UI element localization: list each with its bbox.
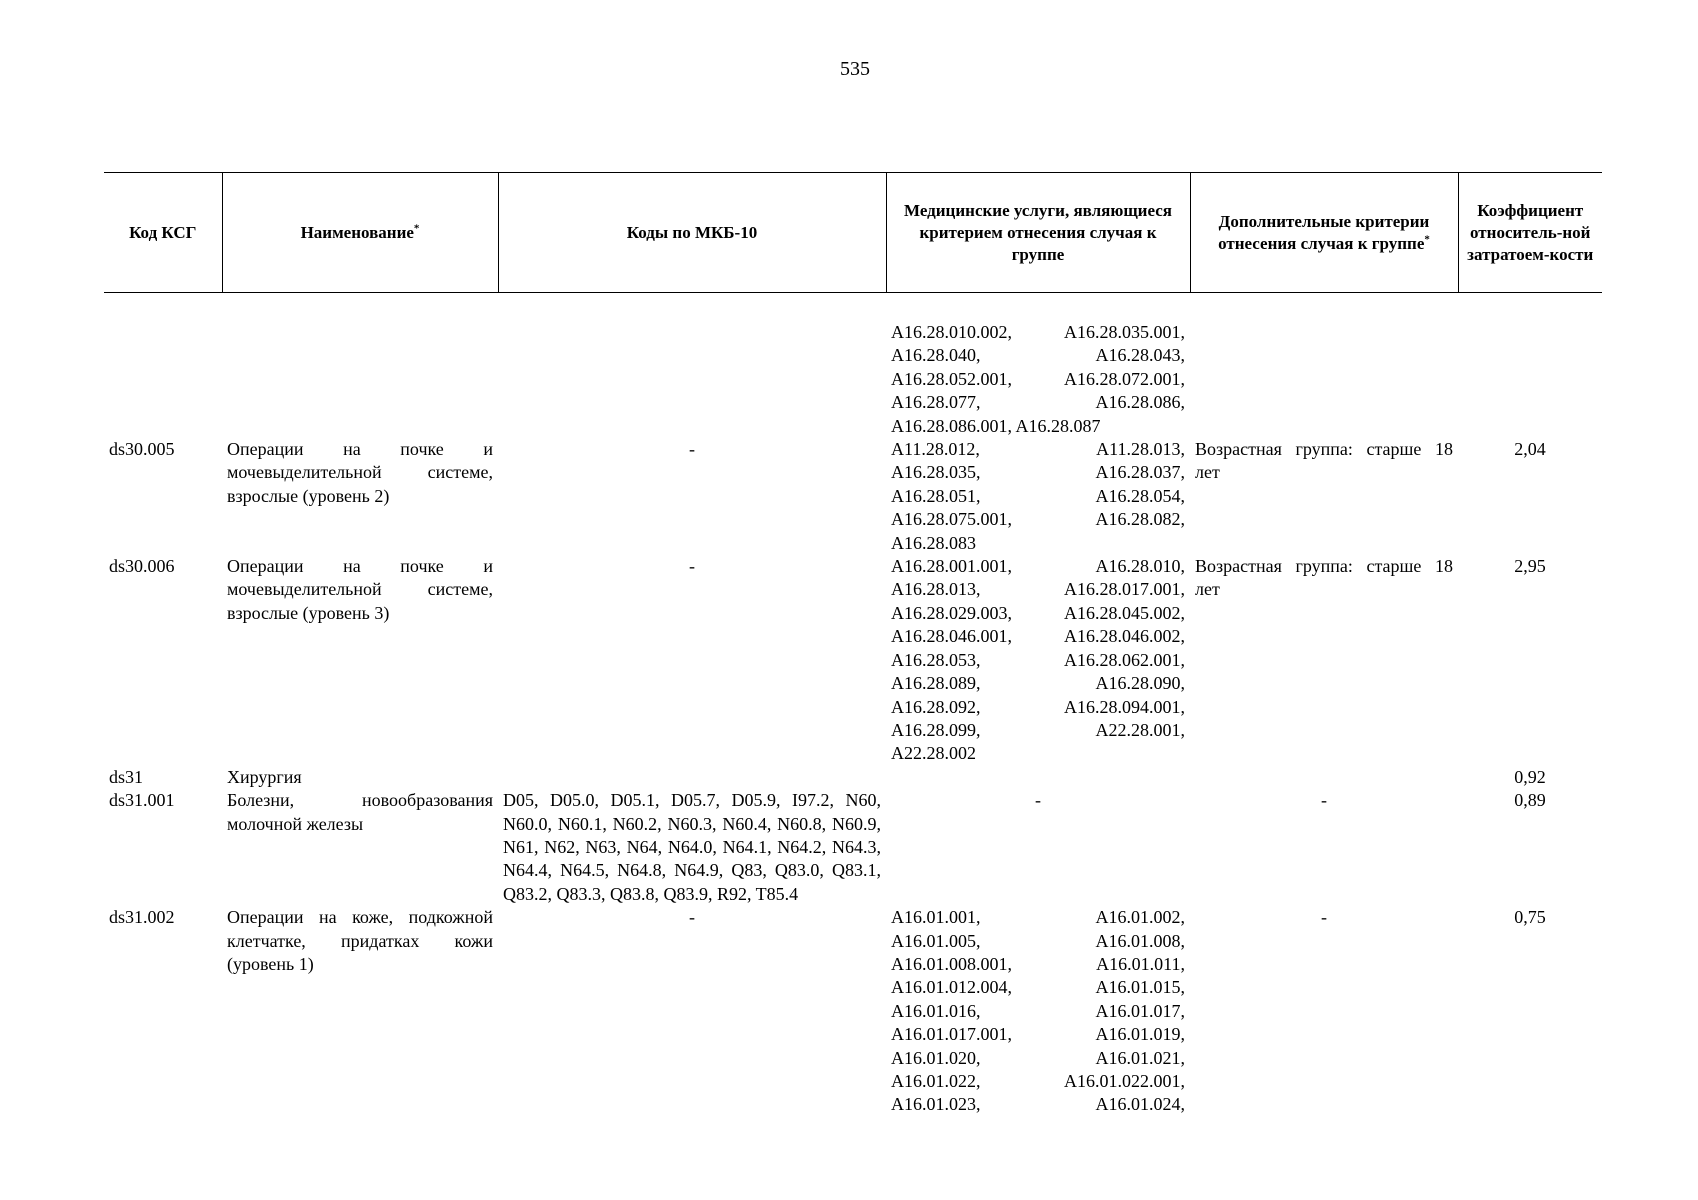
table-row	[104, 555, 1602, 766]
row-code: ds31	[109, 766, 144, 787]
row-coefficient: 0,89	[1514, 790, 1546, 811]
row-coefficient: 0,92	[1514, 766, 1546, 787]
med-service-code: A16.28.046.001,	[891, 626, 1012, 647]
med-service-code: A16.01.005,	[891, 930, 981, 951]
row-additional: Возрастная группа: старше 18 лет	[1195, 556, 1453, 600]
med-service-line	[891, 649, 1185, 672]
med-service-code: A16.28.040,	[891, 345, 981, 366]
row-med-services: -	[1035, 790, 1041, 811]
table-row-continuation	[104, 321, 1602, 438]
row-med-services	[886, 766, 1190, 789]
med-service-code: A16.01.008.001,	[891, 953, 1012, 974]
med-service-line	[891, 461, 1185, 484]
med-service-line	[891, 976, 1185, 999]
med-service-code: A16.28.035,	[891, 462, 981, 483]
row-code: ds30.006	[109, 556, 175, 577]
med-service-code: A16.28.046.002,	[1064, 626, 1185, 647]
row-name: Операции на коже, подкожной клетчатке, придатках кожи (уровень 1)	[227, 907, 493, 974]
med-service-code: A16.01.001,	[891, 907, 981, 928]
row-name: Операции на почке и мочевыделительной системе, взрослые (уровень 2)	[227, 439, 493, 506]
footnote-mark: *	[1424, 232, 1430, 245]
row-name: Болезни, новообразования молочной железы	[227, 790, 493, 834]
med-service-code: A16.01.017.001,	[891, 1024, 1012, 1045]
med-service-line	[891, 625, 1185, 648]
row-mkb: -	[689, 907, 695, 928]
row-additional: -	[1321, 907, 1327, 928]
row-code: ds30.005	[109, 439, 175, 460]
med-service-line	[891, 602, 1185, 625]
med-service-code: A16.01.022,	[891, 1071, 981, 1091]
row-med-services	[886, 906, 1190, 1117]
med-service-code: A16.28.083	[891, 532, 976, 553]
med-service-line	[891, 906, 1185, 929]
med-service-code: A16.28.051,	[891, 485, 981, 506]
med-service-line	[891, 368, 1185, 391]
row-med-services	[886, 555, 1190, 766]
med-service-line	[891, 719, 1185, 742]
med-service-line	[891, 391, 1185, 414]
page-number: 535	[840, 58, 870, 80]
table-row	[104, 766, 1602, 789]
med-service-line	[891, 930, 1185, 953]
med-service-code: A16.28.099,	[891, 719, 981, 740]
med-service-code: A16.28.082,	[1095, 509, 1185, 530]
med-service-line	[891, 696, 1185, 719]
med-service-code: A16.28.010,	[1095, 556, 1185, 577]
header-code: Код КСГ	[104, 173, 222, 293]
med-service-code: A16.28.086.001, A16.28.087	[891, 415, 1101, 436]
row-code: ds31.001	[109, 790, 175, 811]
med-service-code: A16.28.017.001,	[1064, 579, 1185, 600]
med-service-line	[891, 1000, 1185, 1023]
row-mkb	[498, 766, 886, 789]
med-service-code: A16.28.090,	[1095, 673, 1185, 694]
med-service-code: A16.01.019,	[1095, 1024, 1185, 1045]
med-service-code: A22.28.002	[891, 743, 976, 764]
med-service-code: A16.01.020,	[891, 1047, 981, 1068]
row-name: Хирургия	[227, 766, 302, 787]
med-service-code: A16.28.052.001,	[891, 368, 1012, 389]
row-med-services	[886, 438, 1190, 555]
row-code: ds31.002	[109, 907, 175, 928]
med-service-code: A16.28.089,	[891, 673, 981, 694]
row-additional	[1190, 321, 1458, 438]
header-additional: Дополнительные критерии отнесения случая к группе*	[1190, 173, 1458, 293]
row-coefficient: 0,75	[1514, 907, 1546, 928]
med-service-code: A11.28.013,	[1096, 439, 1185, 460]
med-service-code: A16.28.075.001,	[891, 509, 1012, 530]
row-additional: -	[1321, 790, 1327, 811]
med-service-code: A16.28.045.002,	[1064, 602, 1185, 623]
med-service-line	[891, 344, 1185, 367]
header-med-services: Медицинские услуги, являющиеся критерием отнесения случая к группе	[886, 173, 1190, 293]
med-service-code: A16.28.094.001,	[1064, 696, 1185, 717]
row-coefficient: 2,04	[1514, 439, 1546, 460]
med-service-code: A16.28.037,	[1095, 462, 1185, 483]
med-service-code: A16.01.011,	[1096, 953, 1185, 974]
med-service-code: A22.28.001,	[1095, 719, 1185, 740]
row-mkb: D05, D05.0, D05.1, D05.7, D05.9, I97.2, N60, N60.0, N60.1, N60.2, N60.3, N60.4, N60.8, N60.9, N61, N62, N63, N64, N64.0, N64.1, N64.2, N64.3, N64.4, N64.5, N64.8, N64.9, Q83, Q83.0, Q83.1, Q83.2, Q83.3, Q83.8, Q83.9, R92, T85.4	[503, 790, 881, 904]
med-service-code: A16.01.012.004,	[891, 977, 1012, 998]
row-additional: Возрастная группа: старше 18 лет	[1195, 439, 1453, 483]
row-name: Операции на почке и мочевыделительной системе, взрослые (уровень 3)	[227, 556, 493, 623]
med-service-code: A16.01.021,	[1095, 1047, 1185, 1068]
table-row	[104, 438, 1602, 555]
med-service-code: A16.01.024,	[1095, 1094, 1185, 1115]
med-service-code: A16.28.010.002,	[891, 322, 1012, 342]
footnote-mark: *	[413, 221, 420, 234]
row-mkb	[498, 321, 886, 438]
row-med-services	[886, 321, 1190, 438]
med-service-code: A16.28.029.003,	[891, 602, 1012, 623]
med-service-code: A16.01.023,	[891, 1094, 981, 1115]
med-service-line	[891, 321, 1185, 344]
table-row	[104, 906, 1602, 1117]
row-coefficient	[1458, 321, 1602, 438]
header-mkb: Коды по МКБ-10	[498, 173, 886, 293]
med-service-line	[891, 1070, 1185, 1093]
med-service-code: A16.28.072.001,	[1064, 368, 1185, 389]
med-service-code: A16.28.001.001,	[891, 556, 1012, 577]
med-service-code: A11.28.012,	[891, 439, 980, 460]
med-service-code: A16.28.054,	[1095, 485, 1185, 506]
table-body	[104, 293, 1602, 1117]
ksg-table	[104, 172, 1602, 1117]
row-name	[222, 321, 498, 438]
med-service-line	[891, 578, 1185, 601]
header-name: Наименование*	[222, 173, 498, 293]
med-service-code: A16.28.053,	[891, 649, 981, 670]
med-service-code: A16.01.015,	[1095, 977, 1185, 998]
row-code	[104, 321, 222, 438]
med-service-code: A16.28.013,	[891, 579, 981, 600]
row-mkb: -	[689, 439, 695, 460]
header-coefficient: Коэффициент относитель-ной затратоем-кости	[1458, 173, 1602, 293]
med-service-code: A16.28.092,	[891, 696, 981, 717]
med-service-line	[891, 1047, 1185, 1070]
row-additional	[1190, 766, 1458, 789]
med-service-line	[891, 555, 1185, 578]
med-service-code: A16.28.062.001,	[1064, 649, 1185, 670]
med-service-code: A16.28.077,	[891, 392, 981, 413]
med-service-code: A16.28.086,	[1095, 392, 1185, 413]
med-service-code: A16.01.022.001,	[1064, 1071, 1185, 1091]
med-service-line	[891, 485, 1185, 508]
med-service-line	[891, 438, 1185, 461]
med-service-code: A16.01.008,	[1095, 930, 1185, 951]
med-service-line	[891, 508, 1185, 531]
table-header-row	[104, 173, 1602, 293]
med-service-line	[891, 1093, 1185, 1116]
med-service-code: A16.28.035.001,	[1064, 322, 1185, 342]
med-service-line	[891, 672, 1185, 695]
med-service-code: A16.28.043,	[1095, 345, 1185, 366]
med-service-code: A16.01.002,	[1095, 907, 1185, 928]
row-coefficient: 2,95	[1514, 556, 1546, 577]
med-service-code: A16.01.017,	[1095, 1000, 1185, 1021]
med-service-code: A16.01.016,	[891, 1000, 981, 1021]
med-service-line	[891, 1023, 1185, 1046]
row-mkb: -	[689, 556, 695, 577]
med-service-line	[891, 953, 1185, 976]
table-row	[104, 789, 1602, 906]
